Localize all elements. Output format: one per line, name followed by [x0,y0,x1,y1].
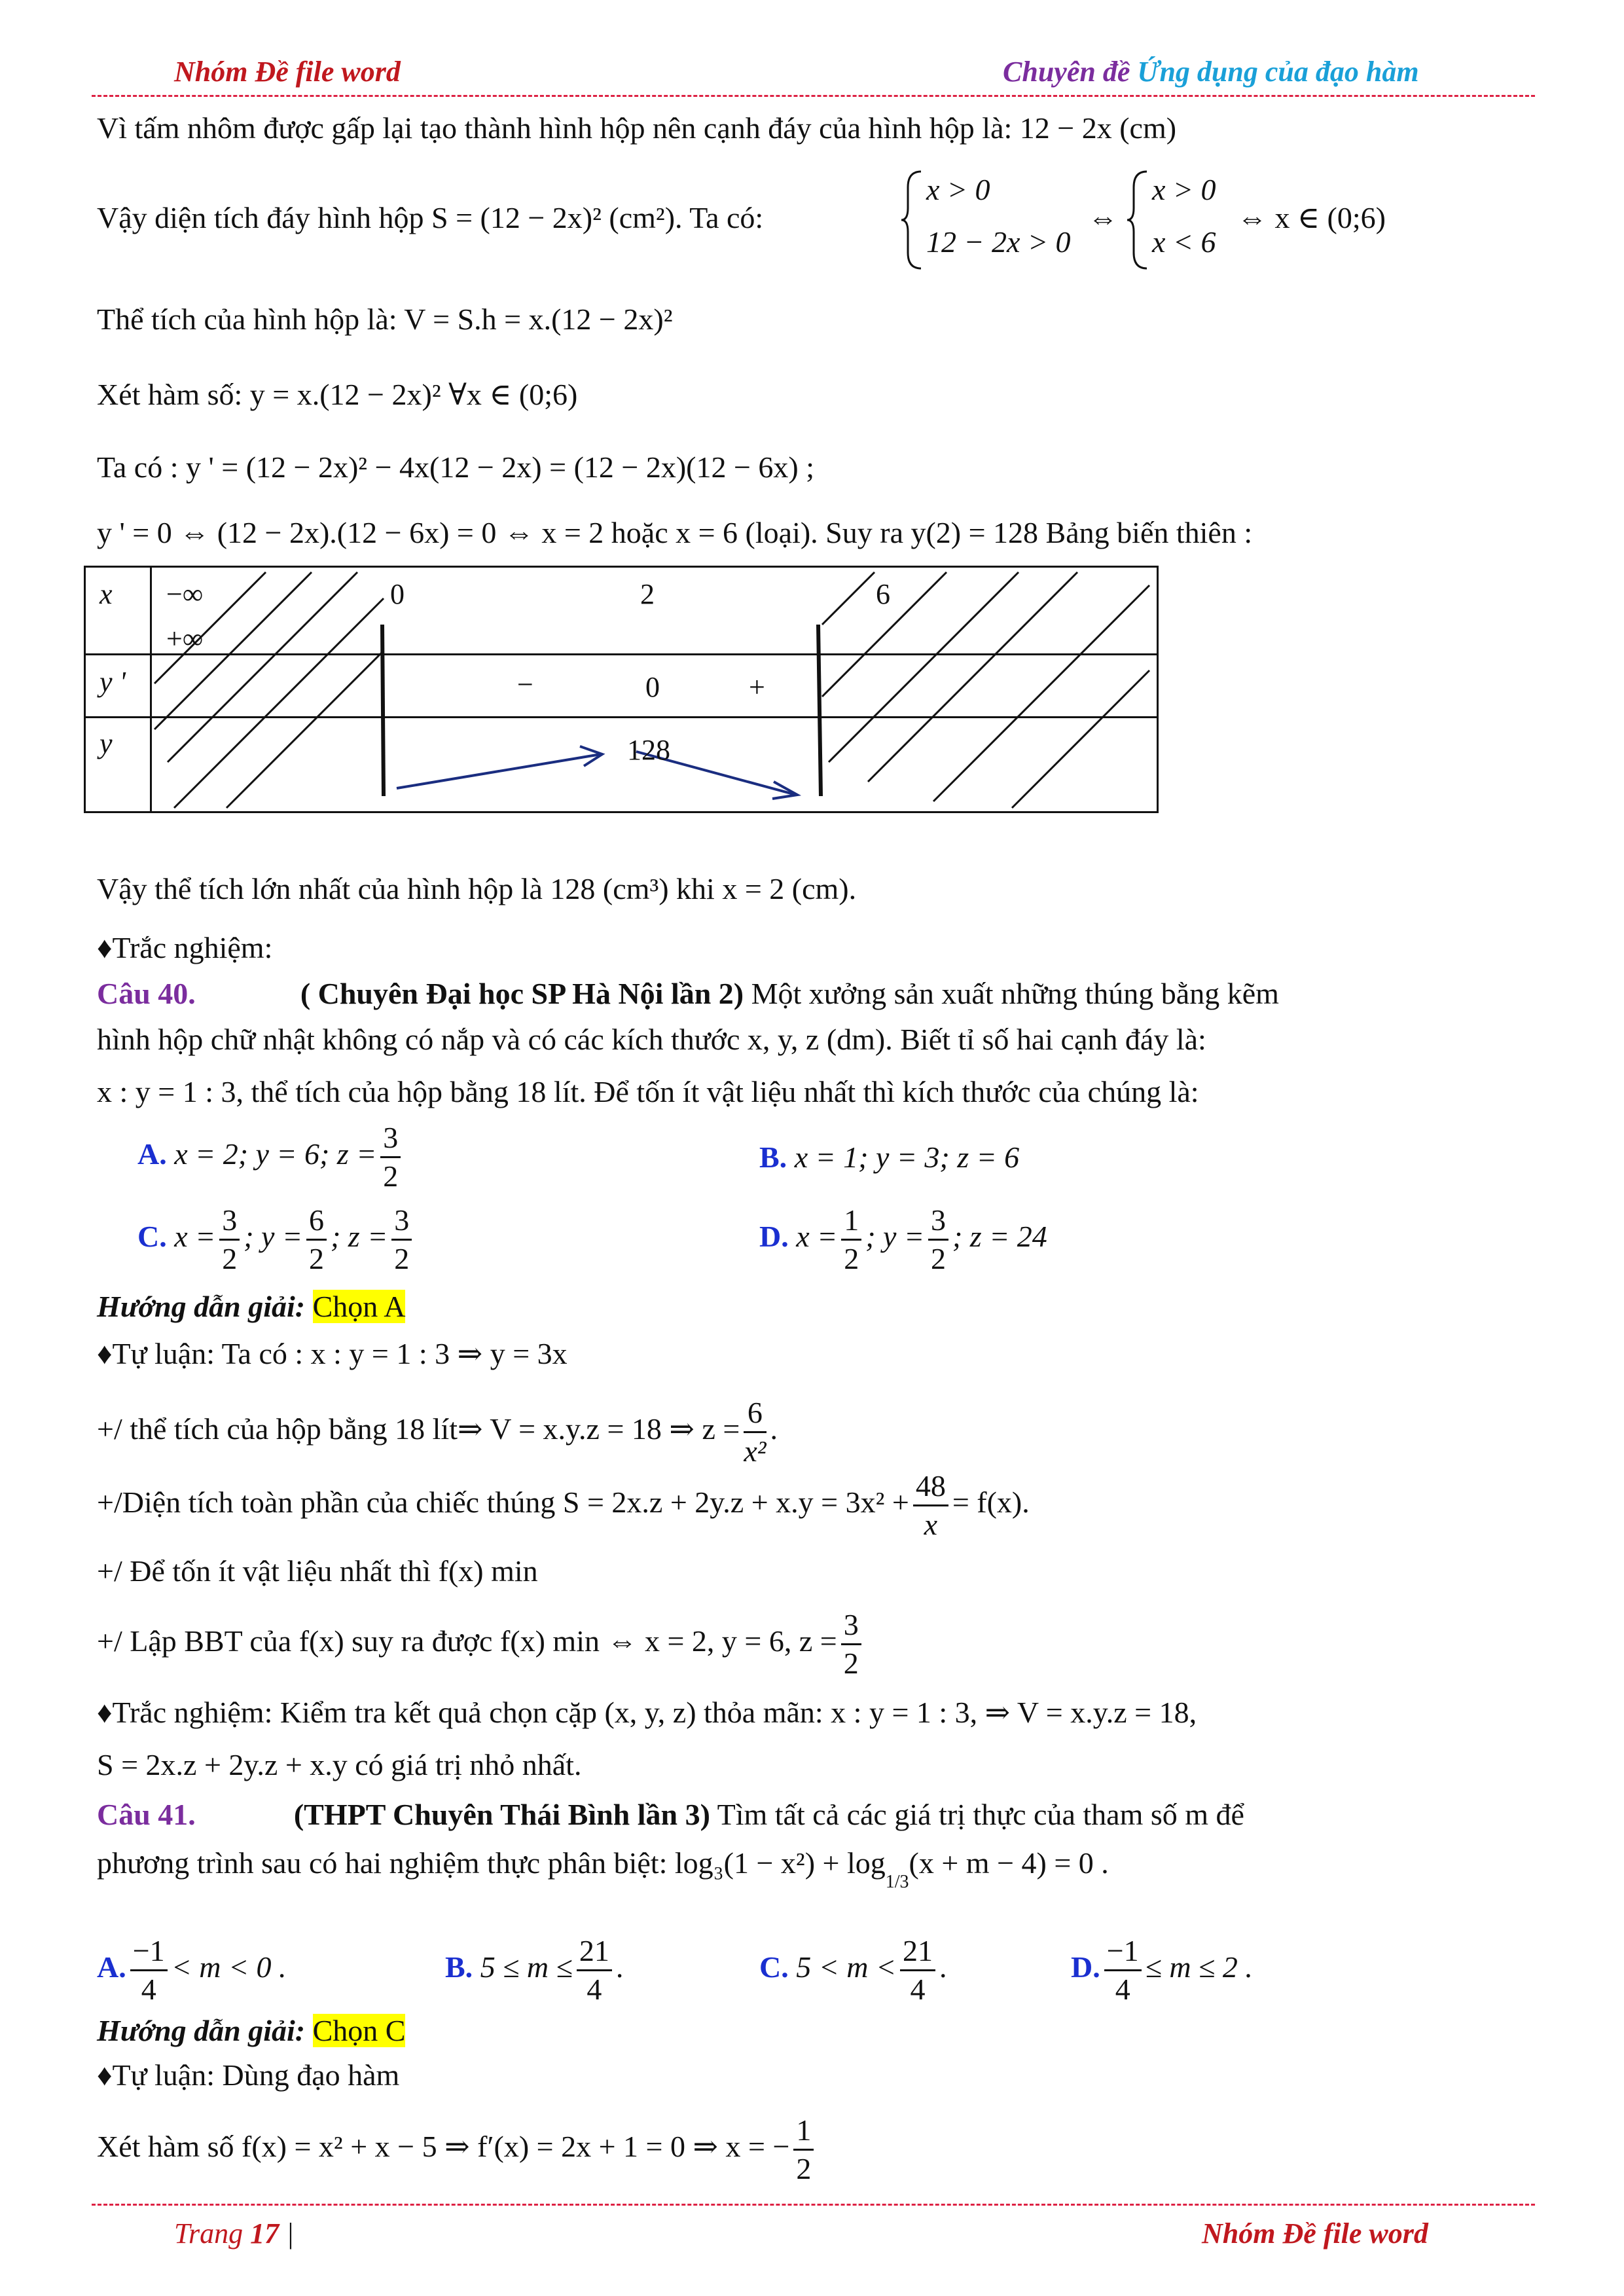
q40-a-num: 3 [380,1120,401,1158]
system-b2: x < 6 [1152,225,1216,259]
q40-step-4: +/ Để tốn ít vật liệu nhất thì f(x) min [97,1554,538,1588]
q40-s2-den: x² [744,1434,767,1468]
q41-text-2b: (x + m − 4) = 0 . [909,1846,1109,1880]
brace-left-2 [1126,168,1152,272]
q40-step-7: S = 2x.z + 2y.z + x.y có giá trị nhỏ nhất. [97,1748,582,1781]
q40-d-d1: 2 [844,1242,859,1275]
q41-d-num: −1 [1104,1933,1142,1971]
q40-c-d1: 2 [222,1242,238,1275]
q40-d-post: ; z = 24 [952,1220,1047,1254]
q40-step-5 [97,1607,865,1682]
q41-line-2 [97,1845,1109,1892]
q40-c-n1: 3 [219,1202,240,1241]
q40-guide [97,1288,405,1325]
text-line-5: Ta có : y ' = (12 − 2x)² − 4x(12 − 2x) = (12 − 2x)(12 − 6x) ; [97,450,815,484]
q41-option-a[interactable] [97,1933,287,2008]
q41-b-num: 21 [577,1933,612,1971]
q40-d-n2: 3 [928,1202,948,1241]
q41-source: (THPT Chuyên Thái Bình lần 3) [293,1798,710,1831]
bbt-neg-inf: −∞ [166,578,204,610]
q40-step-6: ♦Trắc nghiệm: Kiểm tra kết quả chọn cặp (x, y, z) thỏa mãn: x : y = 1 : 3, ⇒ V = x.y.z = 18, [97,1696,1197,1729]
q40-line-1 [97,975,1279,1012]
q40-option-c-label: C. [137,1220,167,1254]
bbt-x6: 6 [876,578,890,610]
q40-c-n2: 6 [306,1202,327,1241]
footer-divider [92,2204,1535,2206]
q40-step-2 [97,1394,778,1470]
q41-a-den: 4 [141,1973,156,2006]
q41-b-den: 4 [586,1973,602,2006]
text-line-6: y ' = 0 ⇔ (12 − 2x).(12 − 6x) = 0 ⇔ x = 2 hoặc x = 6 (loại). Suy ra y(2) = 128 Bảng biến thiên : [97,516,1253,549]
q40-d-n1: 1 [841,1202,861,1241]
q40-s3-num: 48 [913,1468,948,1506]
q40-s2-text: +/ thể tích của hộp bằng 18 lít⇒ V = x.y.z = 18 ⇒ z = [97,1412,740,1446]
text-line-8: ♦Trắc nghiệm: [97,931,273,964]
q40-s2-num: 6 [744,1394,766,1433]
q40-c-d2: 2 [308,1242,324,1275]
text-line-7: Vậy thể tích lớn nhất của hình hộp là 128 (cm³) khi x = 2 (cm). [97,872,857,905]
bbt-zero: 0 [645,671,660,703]
q40-s2-end: . [770,1412,778,1446]
header-left: Nhóm Đề file word [174,56,401,88]
bbt-yp-label: y ' [99,666,126,698]
footer-page [174,2217,294,2250]
footer-page-number: 17 [250,2217,280,2250]
header-right [1003,55,1419,88]
bbt-plus: + [749,671,765,703]
q41-text-2: phương trình sau có hai nghiệm thực phân biệt: log₃(1 − x²) + log [97,1846,886,1880]
bbt-pos-inf: +∞ [166,623,204,655]
q41-d-den: 4 [1115,1973,1130,2006]
system-a1: x > 0 [926,173,990,206]
q40-c-pre: x = [174,1220,216,1254]
q40-option-a-text: x = 2; y = 6; z = [174,1137,377,1171]
q40-c-n3: 3 [391,1202,412,1241]
q40-option-b-text: x = 1; y = 3; z = 6 [794,1140,1020,1174]
q40-s3-den: x [924,1508,938,1541]
text-line-4: Xét hàm số: y = x.(12 − 2x)² ∀x ∈ (0;6) [97,378,578,411]
q40-source: ( Chuyên Đại học SP Hà Nội lần 2) [300,977,744,1010]
q41-step-2 [97,2112,818,2187]
q41-answer: Chọn C [312,2014,406,2047]
q41-option-c[interactable] [759,1933,947,2008]
q40-d-d2: 2 [930,1242,946,1275]
q41-c-pre: 5 < m < [796,1950,897,1984]
q40-a-den: 2 [383,1159,399,1193]
bbt-x2: 2 [640,578,655,610]
text-line-1: Vì tấm nhôm được gấp lại tạo thành hình hộp nên cạnh đáy của hình hộp là: 12 − 2x (cm) [97,111,1177,145]
q40-s5-num: 3 [841,1607,861,1645]
q41-step-1: ♦Tự luận: Dùng đạo hàm [97,2058,400,2092]
header-prefix: Chuyên đề [1003,56,1138,88]
text-line-2: Vậy diện tích đáy hình hộp S = (12 − 2x)² (cm²). Ta có: [97,201,764,234]
q41-guide-label: Hướng dẫn giải: [97,2014,306,2047]
header-divider [92,95,1535,97]
system-b1: x > 0 [1152,173,1216,206]
system-a2: 12 − 2x > 0 [926,225,1071,259]
q40-s5-text: +/ Lập BBT của f(x) suy ra được f(x) min ⇔ x = 2, y = 6, z = [97,1624,837,1658]
q40-number: Câu 40. [97,977,196,1010]
q40-option-b[interactable] [759,1139,1019,1176]
q41-log-base: 1/3 [885,1872,909,1892]
q41-option-b-label: B. [445,1950,473,1984]
footer-trang: Trang [174,2217,251,2250]
bbt-minus: − [517,668,533,701]
q40-step-1: ♦Tự luận: Ta có : x : y = 1 : 3 ⇒ y = 3x [97,1337,568,1370]
q40-s5-den: 2 [843,1647,859,1680]
bbt-x-label: x [99,578,113,610]
system-equiv: ⇔ [1088,201,1118,234]
text-line-3: Thể tích của hình hộp là: V = S.h = x.(12 − 2x)² [97,302,673,336]
q40-option-c[interactable] [137,1202,416,1277]
q40-s3-end: = f(x). [952,1485,1030,1520]
q40-option-a-label: A. [137,1137,167,1171]
bbt-y-label: y [99,727,113,759]
q41-b-pre: 5 ≤ m ≤ [480,1950,573,1984]
q41-s2-num: 1 [793,2112,814,2151]
q41-guide [97,2013,405,2049]
q41-option-a-label: A. [97,1950,126,1984]
q40-step-3 [97,1468,1030,1543]
system-result: ⇔ x ∈ (0;6) [1237,201,1386,234]
q40-line-3: x : y = 1 : 3, thể tích của hộp bằng 18 lít. Để tốn ít vật liệu nhất thì kích thước của chúng là: [97,1075,1199,1108]
q40-guide-label: Hướng dẫn giải: [97,1290,306,1323]
q41-option-b[interactable] [445,1933,623,2008]
q40-option-b-label: B. [759,1140,787,1174]
bbt-max-value: 128 [627,734,670,766]
q41-a-post: < m < 0 . [171,1950,287,1984]
q41-c-den: 4 [910,1973,926,2006]
q41-d-post: ≤ m ≤ 2 . [1145,1950,1253,1984]
header-topic: Ứng dụng của đạo hàm [1137,56,1419,88]
q41-b-post: . [615,1950,624,1984]
q41-s2-text: Xét hàm số f(x) = x² + x − 5 ⇒ f′(x) = 2x + 1 = 0 ⇒ x = − [97,2130,790,2164]
q40-option-d-label: D. [759,1220,789,1254]
q41-a-num: −1 [130,1933,168,1971]
q41-c-num: 21 [900,1933,935,1971]
q40-option-d[interactable] [759,1202,1047,1277]
q40-option-a[interactable] [137,1120,405,1195]
q41-option-d-label: D. [1071,1950,1100,1984]
q40-answer: Chọn A [312,1290,406,1323]
q40-d-mid: ; y = [865,1220,924,1254]
footer-separator: | [279,2217,295,2250]
q41-number: Câu 41. [97,1798,196,1831]
footer-right: Nhóm Đề file word [1202,2217,1428,2250]
bbt-x0: 0 [390,578,405,610]
q41-option-c-label: C. [759,1950,789,1984]
q40-line-2: hình hộp chữ nhật không có nắp và có các kích thước x, y, z (dm). Biết tỉ số hai cạnh đáy là: [97,1023,1206,1056]
q41-line-1 [97,1796,1244,1833]
q40-d-pre: x = [796,1220,838,1254]
q41-text-1: Tìm tất cả các giá trị thực của tham số m để [710,1798,1244,1831]
q41-c-post: . [939,1950,947,1984]
q41-option-d[interactable] [1071,1933,1253,2008]
q40-c-mid1: ; y = [244,1220,302,1254]
q40-c-mid2: ; z = [330,1220,388,1254]
brace-left-1 [900,168,926,272]
q40-c-d3: 2 [394,1242,410,1275]
q41-s2-den: 2 [796,2152,812,2185]
q40-text-1: Một xưởng sản xuất những thúng bằng kẽm [744,977,1279,1010]
q40-s3-text: +/Diện tích toàn phần của chiếc thúng S = 2x.z + 2y.z + x.y = 3x² + [97,1485,909,1520]
